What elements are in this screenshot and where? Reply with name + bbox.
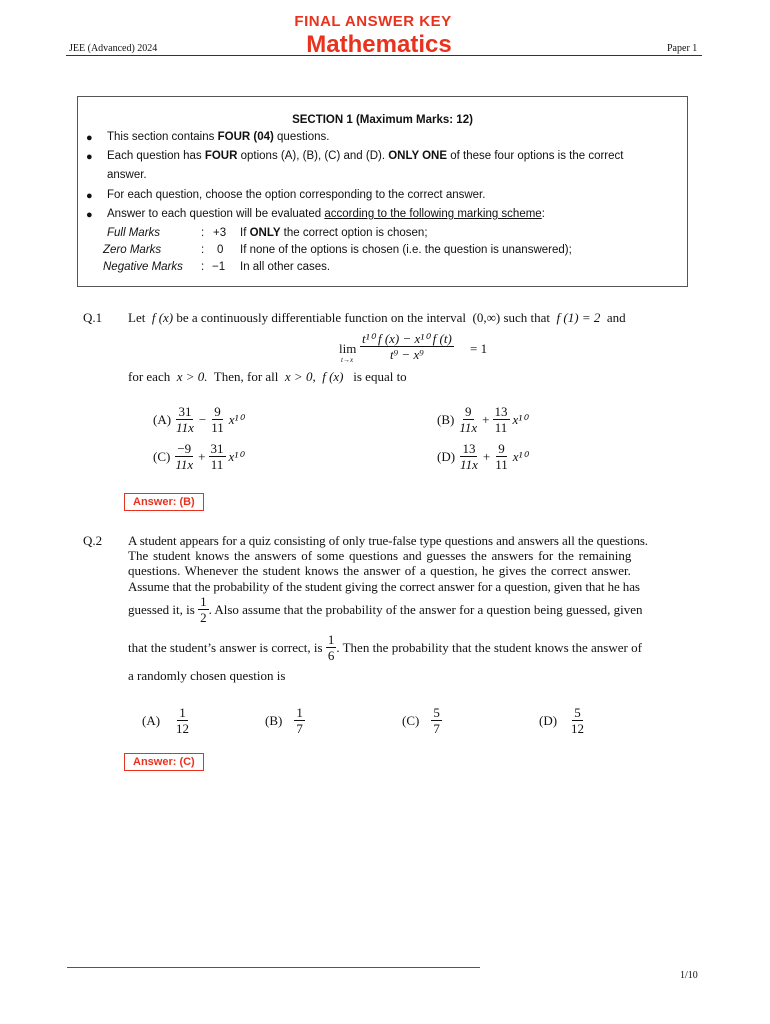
answer-key-title: FINAL ANSWER KEY xyxy=(294,13,452,30)
bullet-icon: ● xyxy=(86,190,93,202)
q2-answer-badge: Answer: (C) xyxy=(124,753,204,771)
scheme-colon: : xyxy=(201,227,205,239)
option-label: (B) xyxy=(265,712,283,728)
q1-option-a[interactable]: (A) $\frac{31}{11x}$ − $\frac{9}{11}$ x¹⁰ xyxy=(153,404,244,435)
scheme-colon: : xyxy=(201,244,205,256)
option-label: (A) xyxy=(153,411,172,427)
scheme-desc-zero: If none of the options is chosen (i.e. the question is unanswered); xyxy=(240,244,572,256)
scheme-label-negative: Negative Marks xyxy=(103,261,183,273)
option-label: (C) xyxy=(402,712,420,728)
q1-option-c[interactable]: (C) $\frac{-9}{11x}$ + $\frac{31}{11}$ x¹⁰ xyxy=(153,441,244,472)
option-label: (C) xyxy=(153,448,171,464)
option-label: (B) xyxy=(437,411,455,427)
bullet-icon: ● xyxy=(86,132,93,144)
q2-statement-line6: that the student’s answer is correct, is $\frac{1}{6}$ . Then the probability that the student knows the answer of xyxy=(128,632,642,663)
instruction-4: Answer to each question will be evaluated according to the following marking scheme: xyxy=(107,208,545,220)
header-rule xyxy=(66,55,702,56)
section-title: SECTION 1 (Maximum Marks: 12) xyxy=(292,114,473,126)
limit-operator: lim xyxy=(339,341,357,356)
page-number: 1/10 xyxy=(680,970,698,981)
scheme-value-full: +3 xyxy=(213,227,227,239)
q1-statement-cont: for each x > 0. Then, for all x > 0, f (x) is equal to xyxy=(128,369,407,384)
instruction-2: Each question has FOUR options (A), (B), (C) and (D). ONLY ONE of these four options is the correct xyxy=(107,150,624,162)
q2-option-a[interactable]: (A) $\frac{1}{12}$ xyxy=(142,705,190,736)
limit-subscript: t→x xyxy=(341,356,354,364)
exam-name: JEE (Advanced) 2024 xyxy=(69,43,158,54)
q1-option-d[interactable]: (D) $\frac{13}{11x}$ + $\frac{9}{11}$ x¹⁰ xyxy=(437,441,528,472)
scheme-value-zero: 0 xyxy=(217,244,224,256)
instruction-3: For each question, choose the option corresponding to the correct answer. xyxy=(107,189,486,201)
q2-statement-line7: a randomly chosen question is xyxy=(128,668,286,683)
paper-label: Paper 1 xyxy=(667,43,698,54)
option-label: (A) xyxy=(142,712,161,728)
q2-statement: A student appears for a quiz consisting of only true-false type questions and answers all the questions. The student knows the answers of some questions and guesses the answers for the remaining questions. Whenever the student knows the answer of a question, he gives the correct answer. Assume that the probability of the student giving the correct answer for a question, given that he has xyxy=(128,533,648,594)
scheme-desc-negative: In all other cases. xyxy=(240,261,331,273)
bullet-icon: ● xyxy=(86,151,93,163)
q1-option-b[interactable]: (B) $\frac{9}{11x}$ + $\frac{13}{11}$ x¹⁰ xyxy=(437,404,528,435)
q2-option-c[interactable]: (C) $\frac{5}{7}$ xyxy=(402,705,440,736)
scheme-desc-full: If ONLY the correct option is chosen; xyxy=(240,227,428,239)
instruction-1: This section contains FOUR (04) questions. xyxy=(107,131,330,143)
scheme-value-negative: −1 xyxy=(212,261,226,273)
scheme-colon: : xyxy=(201,261,205,273)
bullet-icon: ● xyxy=(86,209,93,221)
scheme-label-full: Full Marks xyxy=(107,227,161,239)
q2-option-b[interactable]: (B) $\frac{1}{7}$ xyxy=(265,705,303,736)
limit-fraction: $\frac{\text{t¹⁰ f (x) − x¹⁰ f (t)}}{\text{t⁹ − x⁹}}$ xyxy=(362,331,452,362)
question-number: Q.1 xyxy=(83,310,103,325)
instruction-2-cont: answer. xyxy=(107,169,147,181)
subject-title: Mathematics xyxy=(306,31,452,58)
footer-rule xyxy=(67,967,480,968)
question-number: Q.2 xyxy=(83,533,103,548)
option-label: (D) xyxy=(437,448,456,464)
limit-rhs: = 1 xyxy=(470,341,488,356)
q2-option-d[interactable]: (D) $\frac{5}{12}$ xyxy=(539,705,585,736)
scheme-label-zero: Zero Marks xyxy=(103,244,162,256)
option-label: (D) xyxy=(539,712,558,728)
q2-statement-line5: guessed it, is $\frac{1}{2}$ . Also assume that the probability of the answer for a question being guessed, given xyxy=(128,594,643,625)
q1-statement: Let f (x) be a continuously differentiable function on the interval (0,∞) such that f (1) = 2 and xyxy=(128,310,626,325)
q1-answer-badge: Answer: (B) xyxy=(124,493,204,511)
